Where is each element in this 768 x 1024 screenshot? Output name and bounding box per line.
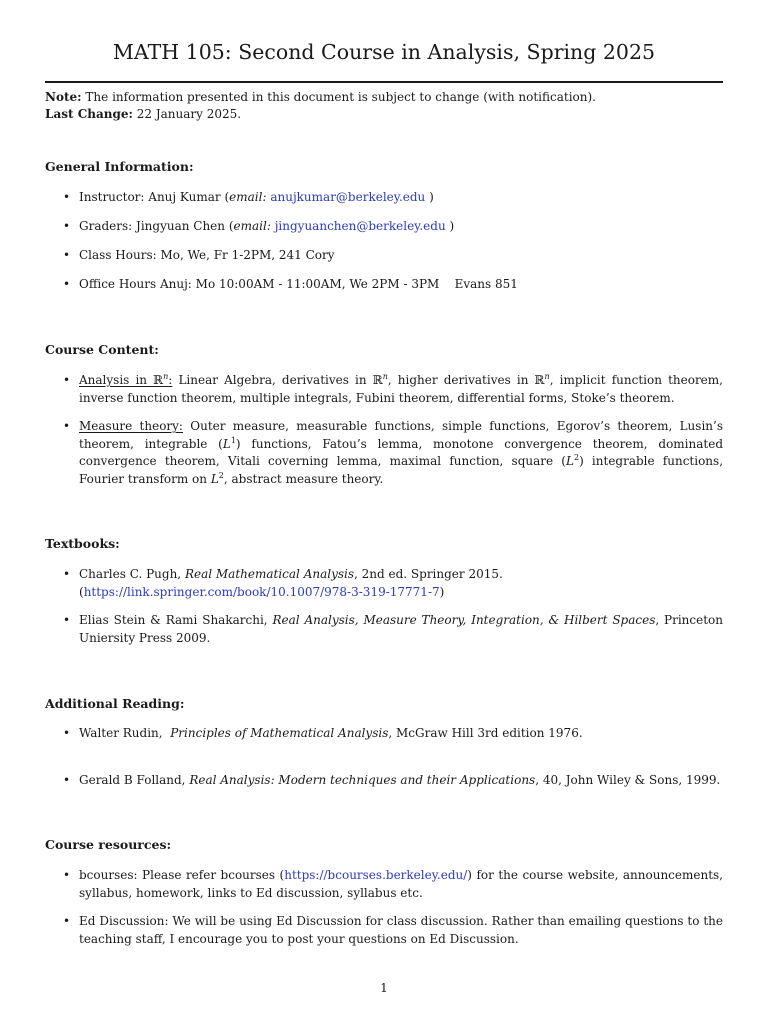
last-change-label: Last Change: <box>45 107 133 121</box>
page-title: MATH 105: Second Course in Analysis, Spring 2025 <box>112 40 656 64</box>
analysis-colon: : <box>168 373 173 387</box>
list-item-folland <box>79 772 723 790</box>
measure-L3: L <box>210 471 219 486</box>
measure-sup1: 1 <box>230 435 236 445</box>
list-item-class-hours: Class Hours: Mo, We, Fr 1-2PM, 241 Cory <box>79 248 335 262</box>
book1-author: Charles C. Pugh, <box>79 567 185 581</box>
measure-label: Measure theory: <box>79 419 183 433</box>
measure-L1: L <box>222 436 231 451</box>
analysis-label-text: Analysis in ℝ <box>79 373 164 387</box>
list-item-instructor <box>79 189 723 207</box>
bullet-dot: • <box>63 419 71 433</box>
graders-email-link[interactable]: jingyuanchen@berkeley.edu <box>274 219 446 233</box>
bcourses-suffix: ) for the course website, announcements, syllabus, homework, links to Ed discussion, syllabus etc. <box>79 868 724 900</box>
read2-title: Real Analysis: Modern techniques and their Applications <box>189 773 536 787</box>
book1-title: Real Mathematical Analysis <box>184 567 355 581</box>
note-text: The information presented in this document is subject to change (with notification). <box>85 90 596 104</box>
list-item-book2 <box>79 612 723 647</box>
content-heading: Course Content: <box>45 342 159 357</box>
bcourses-link[interactable]: https://bcourses.berkeley.edu/ <box>284 868 468 882</box>
graders-email-label: email: <box>233 219 271 233</box>
bullet-dot: • <box>63 868 71 882</box>
measure-text-3: ) integrable functions, Fourier transform on <box>79 454 724 486</box>
analysis-sup-3: n <box>544 372 550 381</box>
bullet-dot: • <box>63 613 71 627</box>
bullet-dot: • <box>63 773 71 787</box>
instructor-prefix: Instructor: Anuj Kumar ( <box>79 190 230 204</box>
page-number: 1 <box>380 981 388 995</box>
bcourses-prefix: bcourses: Please refer bcourses ( <box>79 868 285 882</box>
measure-text-2: ) functions, Fatou’s lemma, monotone convergence theorem, dominated convergence theorem, Vitali coverning lemma, maximal function, square ( <box>79 436 723 468</box>
list-item-book1 <box>79 566 723 601</box>
measure-text-1: Outer measure, measurable functions, simple functions, Egorov’s theorem, Lusin’s theorem, integrable ( <box>79 419 723 451</box>
bullet-dot: • <box>63 248 71 262</box>
analysis-label <box>79 373 172 387</box>
read2-rest: , 40, John Wiley & Sons, 1999. <box>535 773 721 787</box>
measure-L2: L <box>566 454 574 468</box>
book1-rest: , 2nd ed. Springer 2015. <box>354 567 503 581</box>
note-label: Note: <box>45 90 82 104</box>
general-heading: General Information: <box>45 159 194 174</box>
note-line <box>45 89 596 106</box>
book1-link[interactable]: https://link.springer.com/book/10.1007/978-3-319-17771-7 <box>83 584 440 599</box>
textbooks-heading: Textbooks: <box>45 536 120 551</box>
book2-author: Elias Stein & Rami Shakarchi, <box>79 613 273 627</box>
bullet-dot: • <box>63 190 71 204</box>
measure-sup3: 2 <box>218 470 224 480</box>
list-item-ed: Ed Discussion: We will be using Ed Discussion for class discussion. Rather than emailing questions to the teaching staff, I encourage you to post your questions on Ed Discussion. <box>79 914 723 946</box>
bullet-dot: • <box>63 277 71 291</box>
additional-heading: Additional Reading: <box>45 696 185 711</box>
bullet-dot: • <box>63 219 71 233</box>
list-item-office-hours: Office Hours Anuj: Mo 10:00AM - 11:00AM, We 2PM - 3PM Evans 851 <box>79 277 518 291</box>
note-block <box>45 89 596 123</box>
list-item-rudin <box>79 725 723 743</box>
last-change-text: 22 January 2025. <box>136 107 242 121</box>
bullet-dot: • <box>63 373 71 387</box>
list-item-bcourses <box>79 867 723 902</box>
graders-prefix: Graders: Jingyuan Chen ( <box>79 219 234 233</box>
instructor-email-link[interactable]: anujkumar@berkeley.edu <box>270 190 426 204</box>
instructor-suffix: ) <box>425 190 434 204</box>
list-item-graders <box>79 218 723 236</box>
instructor-email-label: email: <box>229 190 267 204</box>
read1-author: Walter Rudin, <box>79 726 171 740</box>
analysis-text-3: , implicit function theorem, inverse function theorem, multiple integrals, Fubini theorem, differential forms, Stoke’s theorem. <box>79 373 723 405</box>
book1-close: ) <box>439 584 445 599</box>
book2-title: Real Analysis, Measure Theory, Integration, & Hilbert Spaces <box>272 613 656 627</box>
list-item-analysis <box>79 372 723 407</box>
read1-title: Principles of Mathematical Analysis <box>170 726 389 740</box>
graders-suffix: ) <box>445 219 455 233</box>
measure-sup2: 2 <box>573 453 580 462</box>
analysis-text-2: , higher derivatives in ℝ <box>387 373 545 387</box>
read1-rest: , McGraw Hill 3rd edition 1976. <box>388 726 583 740</box>
book1-open: ( <box>79 584 84 599</box>
list-item-measure <box>79 418 723 488</box>
read2-author: Gerald B Folland, <box>79 773 190 787</box>
analysis-sup-2: n <box>382 372 388 381</box>
title-rule <box>45 81 723 83</box>
analysis-sup: n <box>163 372 169 381</box>
last-change-line <box>45 106 596 123</box>
resources-heading: Course resources: <box>45 837 172 852</box>
bullet-dot: • <box>63 567 71 581</box>
book2-rest: , Princeton Uniersity Press 2009. <box>79 613 724 645</box>
analysis-text-1: Linear Algebra, derivatives in ℝ <box>172 373 383 387</box>
bullet-dot: • <box>63 914 71 928</box>
bullet-dot: • <box>63 726 71 740</box>
measure-text-4: , abstract measure theory. <box>223 471 384 486</box>
